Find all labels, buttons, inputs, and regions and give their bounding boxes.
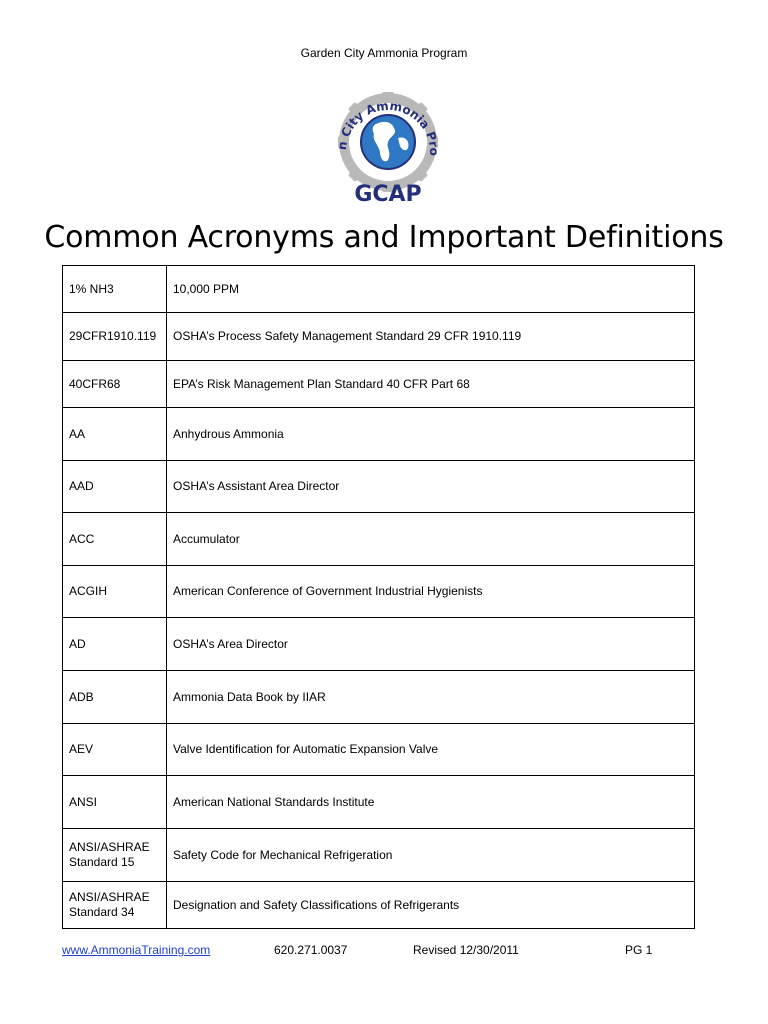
gcap-logo [328, 78, 448, 208]
org-header: Garden City Ammonia Program [300, 46, 468, 60]
definition-cell: OSHA’s Area Director [167, 618, 695, 671]
acronym-cell: ACC [63, 513, 167, 566]
table-row [63, 313, 695, 361]
table-row [63, 724, 695, 776]
table-row [63, 408, 695, 461]
definition-cell: Designation and Safety Classifications of Refrigerants [167, 882, 695, 929]
definition-cell: EPA’s Risk Management Plan Standard 40 CFR Part 68 [167, 361, 695, 408]
table-row [63, 882, 695, 929]
table-row [63, 566, 695, 618]
acronym-cell: ADB [63, 671, 167, 724]
definition-cell: Safety Code for Mechanical Refrigeration [167, 829, 695, 882]
definition-cell: OSHA’s Assistant Area Director [167, 461, 695, 513]
acronym-cell: ANSI/ASHRAE Standard 34 [63, 882, 167, 929]
acronym-cell: 1% NH3 [63, 266, 167, 313]
acronym-cell: ANSI [63, 776, 167, 829]
page-number: PG 1 [625, 943, 653, 957]
revised-date: Revised 12/30/2011 [413, 943, 519, 957]
acronym-cell: AAD [63, 461, 167, 513]
acronym-cell: 40CFR68 [63, 361, 167, 408]
table-row [63, 461, 695, 513]
table-row [63, 671, 695, 724]
definition-cell: American Conference of Government Industrial Hygienists [167, 566, 695, 618]
logo-abbr: GCAP [354, 182, 422, 207]
table-row [63, 513, 695, 566]
definition-cell: Accumulator [167, 513, 695, 566]
definition-cell: Anhydrous Ammonia [167, 408, 695, 461]
definition-cell: OSHA’s Process Safety Management Standard 29 CFR 1910.119 [167, 313, 695, 361]
svg-text:Garden City Ammonia Program: n City Ammonia Pro [334, 98, 442, 156]
table-row [63, 829, 695, 882]
definition-cell: Ammonia Data Book by IIAR [167, 671, 695, 724]
website-link[interactable]: www.AmmoniaTraining.com [62, 943, 211, 957]
acronym-cell: AEV [63, 724, 167, 776]
acronym-cell: ACGIH [63, 566, 167, 618]
globe-icon [361, 115, 415, 169]
acronym-cell: AA [63, 408, 167, 461]
table-row [63, 618, 695, 671]
acronym-table [62, 265, 695, 929]
table-row [63, 361, 695, 408]
definition-cell: Valve Identification for Automatic Expansion Valve [167, 724, 695, 776]
acronym-cell: ANSI/ASHRAE Standard 15 [63, 829, 167, 882]
page-title: Common Acronyms and Important Definitions [44, 220, 724, 255]
acronym-cell: 29CFR1910.119 [63, 313, 167, 361]
phone-number: 620.271.0037 [274, 943, 348, 957]
definition-cell: 10,000 PPM [167, 266, 695, 313]
table-row [63, 776, 695, 829]
acronym-cell: AD [63, 618, 167, 671]
definition-cell: American National Standards Institute [167, 776, 695, 829]
table-row [63, 266, 695, 313]
